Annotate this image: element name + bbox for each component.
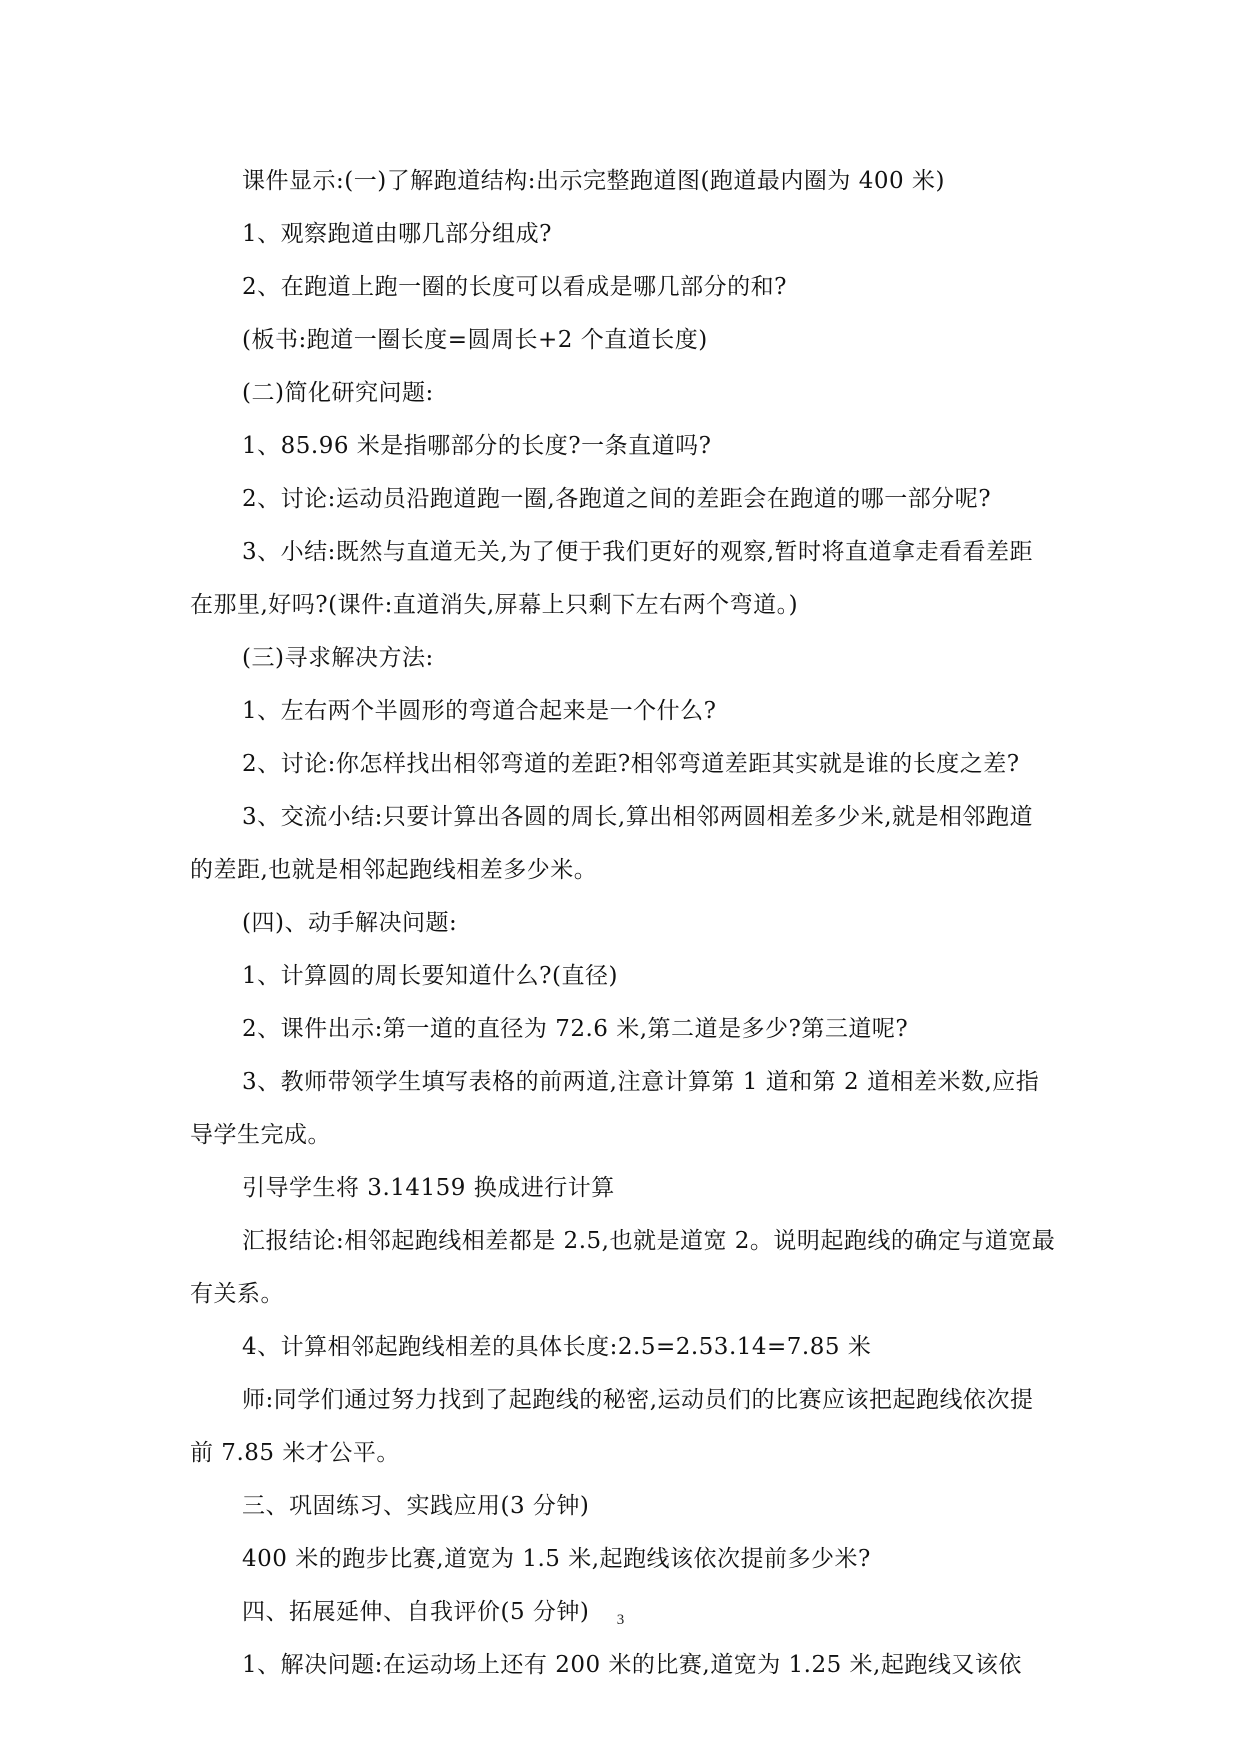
paragraph: 1、解决问题:在运动场上还有 200 米的比赛,道宽为 1.25 米,起跑线又该依 [242, 1652, 1022, 1678]
paragraph: 1、左右两个半圆形的弯道合起来是一个什么? [242, 698, 717, 724]
document-body [190, 155, 1056, 1692]
paragraph: 4、计算相邻起跑线相差的具体长度:2.5=2.53.14=7.85 米 [242, 1334, 872, 1360]
paragraph: 3、小结:既然与直道无关,为了便于我们更好的观察,暂时将直道拿走看看差距在那里,好吗?(课件:直道消失,屏幕上只剩下左右两个弯道。) [190, 539, 1034, 618]
paragraph: 2、讨论:运动员沿跑道跑一圈,各跑道之间的差距会在跑道的哪一部分呢? [242, 486, 992, 512]
paragraph: 2、课件出示:第一道的直径为 72.6 米,第二道是多少?第三道呢? [242, 1016, 909, 1042]
paragraph: 3、教师带领学生填写表格的前两道,注意计算第 1 道和第 2 道相差米数,应指导学生完成。 [190, 1069, 1040, 1148]
paragraph: 1、85.96 米是指哪部分的长度?一条直道吗? [242, 433, 712, 459]
paragraph: 师:同学们通过努力找到了起跑线的秘密,运动员们的比赛应该把起跑线依次提前 7.85 米才公平。 [190, 1387, 1034, 1466]
paragraph: 1、计算圆的周长要知道什么?(直径) [242, 963, 618, 989]
paragraph: (二)简化研究问题: [242, 380, 434, 406]
paragraph: (板书:跑道一圈长度=圆周长+2 个直道长度) [242, 327, 708, 353]
paragraph: 四、拓展延伸、自我评价(5 分钟) [242, 1599, 590, 1625]
paragraph: 2、讨论:你怎样找出相邻弯道的差距?相邻弯道差距其实就是谁的长度之差? [242, 751, 1020, 777]
paragraph: 课件显示:(一)了解跑道结构:出示完整跑道图(跑道最内圈为 400 米) [242, 168, 945, 194]
paragraph: 2、在跑道上跑一圈的长度可以看成是哪几部分的和? [242, 274, 787, 300]
paragraph: 3、交流小结:只要计算出各圆的周长,算出相邻两圆相差多少米,就是相邻跑道的差距,也就是相邻起跑线相差多少米。 [190, 804, 1034, 883]
paragraph: (三)寻求解决方法: [242, 645, 434, 671]
paragraph: (四)、动手解决问题: [242, 910, 458, 936]
paragraph: 1、观察跑道由哪几部分组成? [242, 221, 552, 247]
paragraph: 汇报结论:相邻起跑线相差都是 2.5,也就是道宽 2。说明起跑线的确定与道宽最有关系。 [190, 1228, 1056, 1307]
page-number: 3 [616, 1612, 625, 1628]
paragraph: 三、巩固练习、实践应用(3 分钟) [242, 1493, 590, 1519]
paragraph: 400 米的跑步比赛,道宽为 1.5 米,起跑线该依次提前多少米? [242, 1546, 871, 1572]
paragraph: 引导学生将 3.14159 换成进行计算 [242, 1175, 615, 1201]
